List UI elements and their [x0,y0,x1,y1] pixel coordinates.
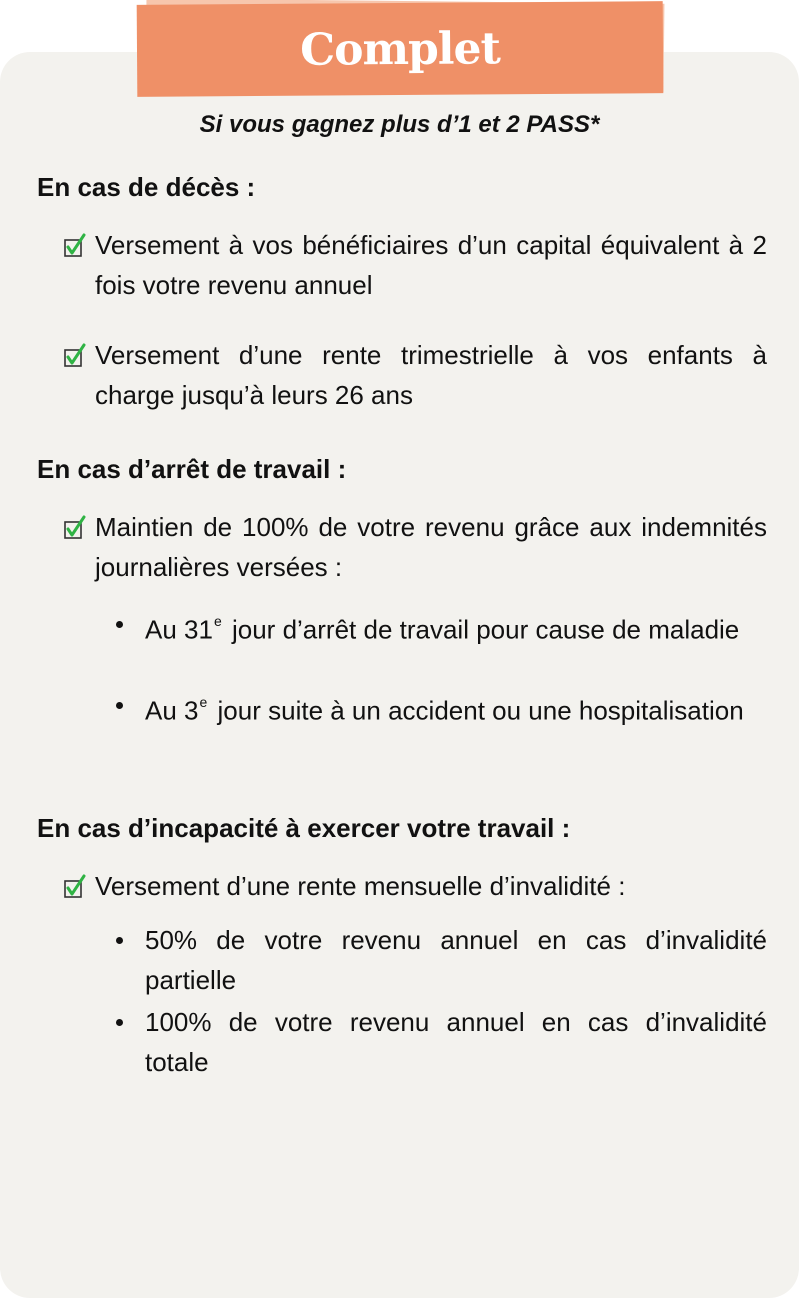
bullet-item [116,1002,767,1082]
section-heading-deces: En cas de décès : [37,172,256,202]
banner [137,1,664,97]
check-item [64,225,767,305]
banner-title: Complet [299,22,501,76]
bullet-dot [116,937,123,944]
check-item-text: Versement d’une rente mensuelle d’invalidité : [95,871,626,901]
section-heading-arret: En cas d’arrêt de travail : [37,454,347,484]
checkbox-checked-icon [64,873,86,899]
checkbox-checked-icon [64,514,86,540]
bullet-dot [116,702,123,709]
bullet-dot [116,621,123,628]
check-item [64,866,767,906]
bullet-text: Au 3e jour suite à un accident ou une hospitalisation [145,694,744,726]
check-item-text: Versement d’une rente trimestrielle à vos enfants à charge jusqu’à leurs 26 ans [95,340,767,410]
check-item-text: Maintien de 100% de votre revenu grâce aux indemnités journalières versées : [95,512,767,582]
bullet-item [116,920,767,1000]
check-item [64,507,767,587]
section-heading-incapacite: En cas d’incapacité à exercer votre travail : [37,813,571,843]
bullet-text: Au 31e jour d’arrêt de travail pour cause de maladie [145,613,740,645]
check-item [64,335,767,415]
checkbox-checked-icon [64,342,86,368]
bullet-item [116,685,767,731]
bullet-text: 100% de votre revenu annuel en cas d’invalidité totale [145,1007,767,1077]
bullet-item [116,604,767,650]
check-item-text: Versement à vos bénéficiaires d’un capital équivalent à 2 fois votre revenu annuel [95,230,767,300]
bullet-dot [116,1019,123,1026]
checkbox-checked-icon [64,232,86,258]
bullet-text: 50% de votre revenu annuel en cas d’invalidité partielle [145,925,767,995]
subtitle: Si vous gagnez plus d’1 et 2 PASS* [199,111,600,138]
